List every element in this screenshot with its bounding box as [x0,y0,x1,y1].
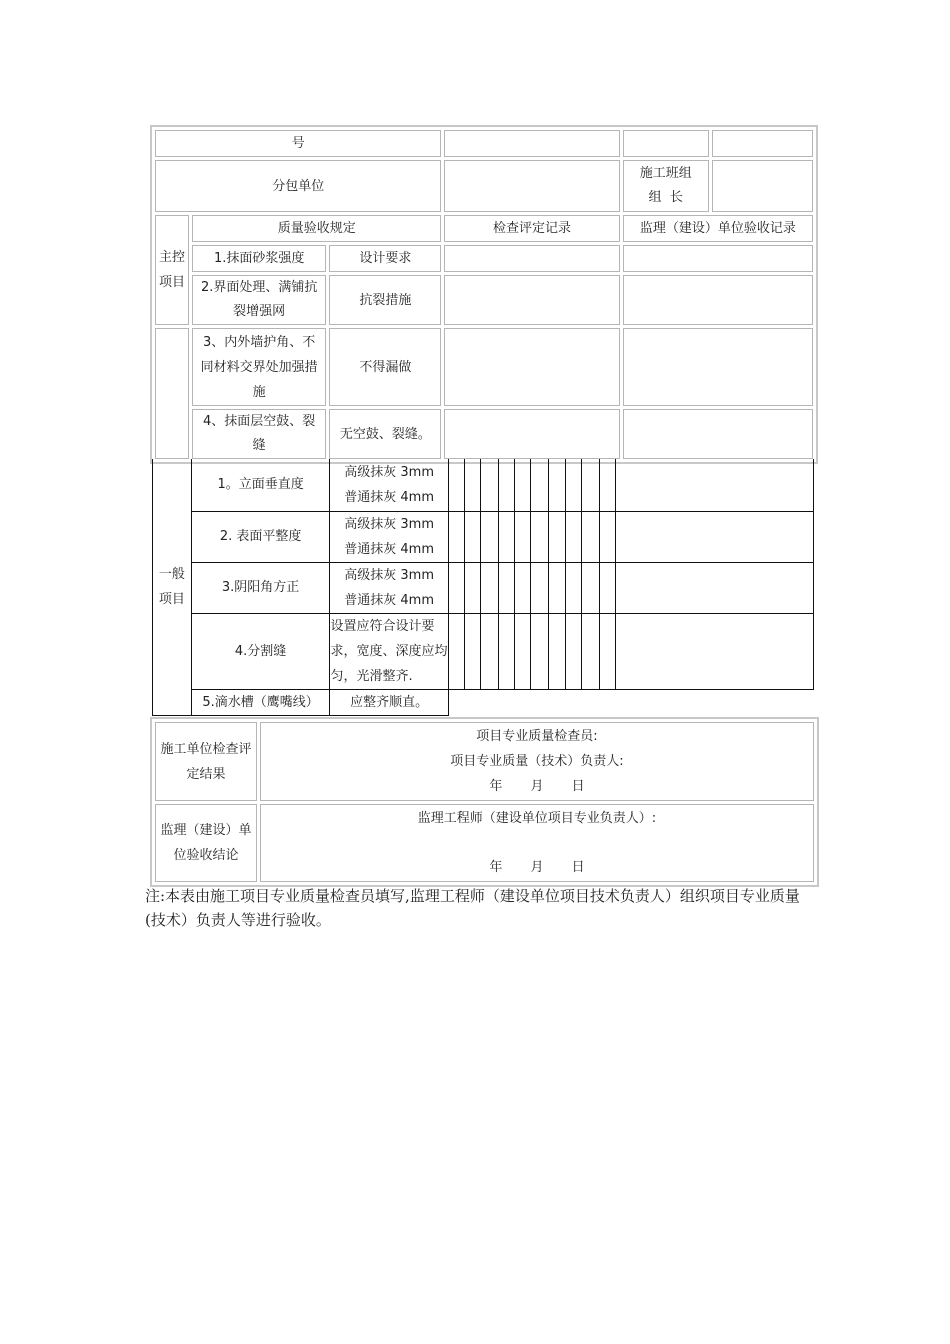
day-label: 日 [571,779,585,794]
main-item-req: 设计要求 [329,245,441,272]
general-item-name: 4.分割缝 [191,613,330,689]
blank-cell [448,689,813,715]
col-quality-rule: 质量验收规定 [192,215,441,242]
general-item-req: 设置应符合设计要求，宽度、深度应均匀，光滑整齐. [330,613,448,689]
blank-cell [712,130,813,157]
month-label: 月 [530,860,544,875]
team-leader-label: 施工班组 组 长 [623,160,709,212]
code-label: 号 [155,130,441,157]
supervision-cell[interactable] [623,328,813,406]
grid-cell[interactable] [448,613,464,689]
main-control-label: 主控 项目 [155,215,189,325]
grid-cell[interactable] [515,562,531,613]
general-item-req: 应整齐顺直。 [330,689,448,715]
grid-cell[interactable] [465,511,481,562]
supervision-cell[interactable] [623,275,813,325]
subcontractor-label: 分包单位 [155,160,441,212]
subcontractor-field[interactable] [444,160,619,212]
col-supervision-record: 监理（建设）单位验收记录 [623,215,813,242]
grid-cell[interactable] [599,459,615,511]
grid-cell[interactable] [481,511,498,562]
construction-result-label: 施工单位检查评 定结果 [155,722,257,801]
inspection-form-table [150,125,818,464]
general-item-req: 高级抹灰 3mm 普通抹灰 4mm [330,562,448,613]
supervision-result-cell[interactable] [260,804,814,882]
col-check-record: 检查评定记录 [444,215,619,242]
grid-cell[interactable] [498,511,514,562]
inspector-signature-line: 项目专业质量检查员: [476,729,598,744]
grid-cell[interactable] [448,511,464,562]
grid-cell[interactable] [548,562,565,613]
supervision-cell[interactable] [623,409,813,459]
main-item-name: 2.界面处理、满铺抗 裂增强网 [192,275,326,325]
grid-cell[interactable] [531,459,548,511]
main-item-req: 抗裂措施 [329,275,441,325]
general-item-name: 2. 表面平整度 [191,511,330,562]
grid-cell[interactable] [582,459,599,511]
grid-cell[interactable] [498,562,514,613]
grid-cell[interactable] [515,613,531,689]
general-items-label: 一般 项目 [153,459,192,715]
grid-cell[interactable] [599,511,615,562]
supervision-cell[interactable] [615,459,813,511]
grid-cell[interactable] [465,562,481,613]
main-item-req: 无空鼓、裂缝。 [329,409,441,459]
general-item-req: 高级抹灰 3mm 普通抹灰 4mm [330,511,448,562]
grid-cell[interactable] [582,562,599,613]
supervision-cell[interactable] [615,511,813,562]
year-label: 年 [489,779,503,794]
grid-cell[interactable] [566,511,582,562]
grid-cell[interactable] [481,562,498,613]
check-record-cell[interactable] [444,275,619,325]
general-item-name: 5.滴水槽（鹰嘴线） [191,689,330,715]
check-record-cell[interactable] [444,409,619,459]
day-label: 日 [571,860,585,875]
grid-cell[interactable] [566,613,582,689]
grid-cell[interactable] [582,511,599,562]
grid-cell[interactable] [599,562,615,613]
grid-cell[interactable] [481,613,498,689]
supervision-cell[interactable] [615,562,813,613]
blank-cell [155,328,189,459]
general-item-req: 高级抹灰 3mm 普通抹灰 4mm [330,459,448,511]
engineer-signature-line: 监理工程师（建设单位项目专业负责人）: [417,811,657,826]
supervision-cell[interactable] [615,613,813,689]
grid-cell[interactable] [582,613,599,689]
construction-result-cell[interactable] [260,722,814,801]
general-item-name: 1。立面垂直度 [191,459,330,511]
grid-cell[interactable] [566,459,582,511]
main-item-name: 1.抹面砂浆强度 [192,245,326,272]
grid-cell[interactable] [531,613,548,689]
grid-cell[interactable] [515,511,531,562]
code-field[interactable] [444,130,619,157]
team-leader-field[interactable] [712,160,813,212]
grid-cell[interactable] [548,613,565,689]
grid-cell[interactable] [515,459,531,511]
month-label: 月 [530,779,544,794]
grid-cell[interactable] [548,511,565,562]
grid-cell[interactable] [548,459,565,511]
grid-cell[interactable] [531,562,548,613]
grid-cell[interactable] [465,613,481,689]
supervision-cell[interactable] [623,245,813,272]
grid-cell[interactable] [531,511,548,562]
year-label: 年 [489,860,503,875]
general-item-name: 3.阴阳角方正 [191,562,330,613]
grid-cell[interactable] [465,459,481,511]
main-item-name: 3、内外墙护角、不 同材料交界处加强措 施 [192,328,326,406]
construction-date [262,774,812,799]
grid-cell[interactable] [448,459,464,511]
check-record-cell[interactable] [444,245,619,272]
grid-cell[interactable] [498,459,514,511]
blank-cell [623,130,709,157]
check-record-cell[interactable] [444,328,619,406]
grid-cell[interactable] [599,613,615,689]
supervision-date [262,855,812,880]
tech-lead-signature-line: 项目专业质量（技术）负责人: [450,754,624,769]
result-table [150,717,819,887]
general-items-grid [152,459,814,716]
grid-cell[interactable] [566,562,582,613]
footnote: 注:本表由施工项目专业质量检查员填写,监理工程师（建设单位项目技术负责人）组织项目专业质量(技术）负责人等进行验收。 [145,887,800,929]
grid-cell[interactable] [481,459,498,511]
main-item-req: 不得漏做 [329,328,441,406]
grid-cell[interactable] [448,562,464,613]
main-item-name: 4、抹面层空鼓、裂 缝 [192,409,326,459]
supervision-result-label: 监理（建设）单 位验收结论 [155,804,257,882]
grid-cell[interactable] [498,613,514,689]
